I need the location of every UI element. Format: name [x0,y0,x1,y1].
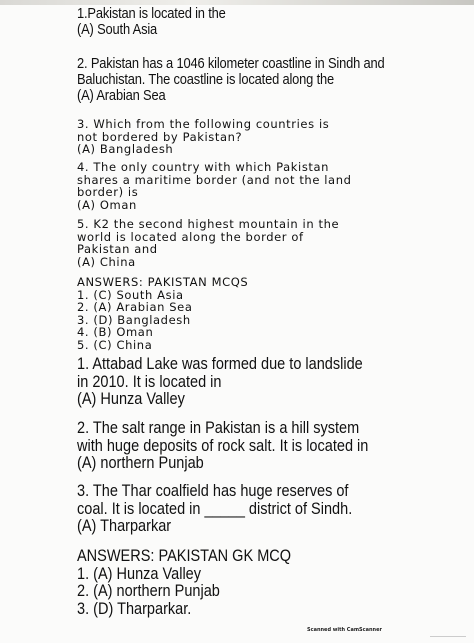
question-text: 2. Pakistan has a 1046 kilometer coastline in Sindh and [77,55,385,72]
question-text: 3. The Thar coalfield has huge reserves of [77,482,349,500]
answer-item: 2. (A) northern Punjab [77,582,220,600]
answer-item: 3. (D) Bangladesh [77,312,191,327]
question-text: border) is [77,185,139,199]
question-4 [77,161,464,211]
answers-title: ANSWERS: PAKISTAN MCQS [77,275,249,289]
answer-item: 5. (C) China [77,337,153,352]
scanner-watermark: Scanned with CamScanner [307,627,382,633]
answer-text: (A) Bangladesh [77,142,174,156]
question-text: world is located along the border of [77,229,304,244]
answer-text: (A) South Asia [77,21,158,38]
question-1 [77,6,410,38]
gk-question-3 [77,483,418,536]
question-text: in 2010. It is located in [77,372,222,391]
answer-item: 3. (D) Tharparkar. [77,599,192,618]
divider [430,636,466,637]
question-2 [77,56,410,104]
question-text: 2. The salt range in Pakistan is a hill system [77,419,360,437]
question-text: not bordered by Pakistan? [77,129,243,144]
answer-text: (A) Hunza Valley [77,390,185,408]
question-3 [77,118,464,156]
question-text: 5. K2 the second highest mountain in the [77,217,340,231]
answer-text: (A) northern Punjab [77,454,204,472]
answer-text: (A) Arabian Sea [77,87,166,104]
answers-pakistan-gk-mcq [77,548,418,618]
answer-text: (A) Oman [77,197,137,212]
question-text: 3. Which from the following countries is [77,117,330,131]
question-text: shares a maritime border (and not the land [77,172,352,187]
answers-title: ANSWERS: PAKISTAN GK MCQ [77,547,292,565]
gk-question-2 [77,420,418,473]
answer-item: 1. (C) South Asia [77,287,184,302]
gk-question-1 [77,356,418,409]
question-text: Pakistan and [77,242,158,256]
question-text: Baluchistan. The coastline is located along the [77,71,335,88]
answer-text: (A) Tharparkar [77,517,172,535]
question-5 [77,218,464,268]
answer-item: 2. (A) Arabian Sea [77,300,193,314]
question-text: coal. It is located in _____ district of Sindh. [77,499,353,518]
question-text: 1. Attabad Lake was formed due to landslide [77,355,363,373]
question-text: with huge deposits of rock salt. It is located in [77,436,369,455]
answers-pakistan-mcqs [77,276,464,351]
answer-text: (A) China [77,254,136,269]
answer-item: 1. (A) Hunza Valley [77,564,202,583]
question-text: 1.Pakistan is located in the [77,5,226,22]
question-text: 4. The only country with which Pakistan [77,160,330,174]
answer-item: 4. (B) Oman [77,325,154,339]
